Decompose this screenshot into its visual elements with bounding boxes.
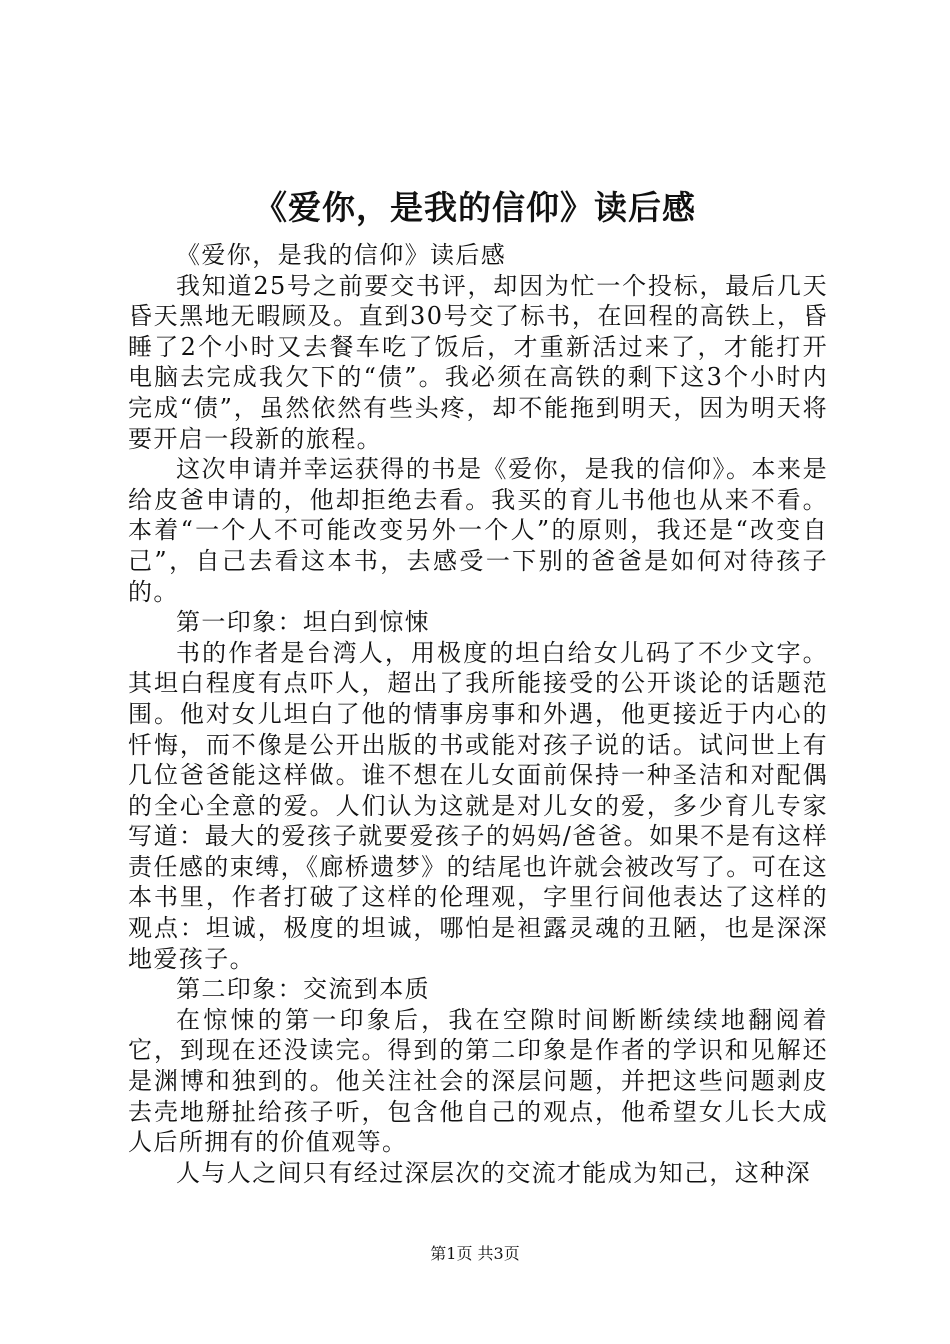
document-title: 《爱你，是我的信仰》读后感 <box>254 188 696 227</box>
section-heading-2: 第二印象：交流到本质 <box>176 975 430 1004</box>
paragraph-2: 这次申请并幸运获得的书是《爱你，是我的信仰》。本来是给皮爸申请的，他却拒绝去看。我买的育儿书他也从来不看。本着“一个人不可能改变另外一个人”的原则，我还是“改变自己”，自己去看这本书，去感受一下别的爸爸是如何对待孩子的。 <box>128 455 828 606</box>
paragraph-4: 在惊悚的第一印象后，我在空隙时间断断续续地翻阅着它，到现在还没读完。得到的第二印象是作者的学识和见解还是渊博和独到的。他关注社会的深层问题，并把这些问题剥皮去壳地掰扯给孩子听，包含他自己的观点，他希望女儿长大成人后所拥有的价值观等。 <box>128 1005 828 1157</box>
document-body <box>128 240 828 1188</box>
section-heading-1: 第一印象：坦白到惊悚 <box>176 608 430 637</box>
paragraph-1: 我知道25号之前要交书评，却因为忙一个投标，最后几天昏天黑地无暇顾及。直到30号交了标书，在回程的高铁上，昏睡了2个小时又去餐车吃了饭后，才重新活过来了，才能打开电脑去完成我欠下的“债”。我必须在高铁的剩下这3个小时内完成“债”，虽然依然有些头疼，却不能拖到明天，因为明天将要开启一段新的旅程。 <box>128 271 828 453</box>
paragraph-heading: 《爱你，是我的信仰》读后感 <box>176 241 507 269</box>
paragraph-3: 书的作者是台湾人，用极度的坦白给女儿码了不少文字。其坦白程度有点吓人，超出了我所能接受的公开谈论的话题范围。他对女儿坦白了他的情事房事和外遇，他更接近于内心的忏悔，而不像是公开出版的书或能对孩子说的话。试问世上有几位爸爸能这样做。谁不想在儿女面前保持一种圣洁和对配偶的全心全意的爱。人们认为这就是对儿女的爱，多少育儿专家写道：最大的爱孩子就要爱孩子的妈妈/爸爸。如果不是有这样责任感的束缚，《廊桥遗梦》的结尾也许就会被改写了。可在这本书里，作者打破了这样的伦理观，字里行间他表达了这样的观点：坦诚，极度的坦诚，哪怕是袒露灵魂的丑陋，也是深深地爱孩子。 <box>128 638 828 973</box>
paragraph-5: 人与人之间只有经过深层次的交流才能成为知己，这种深 <box>176 1158 811 1187</box>
page-number-footer: 第1页 共3页 <box>430 1244 520 1263</box>
